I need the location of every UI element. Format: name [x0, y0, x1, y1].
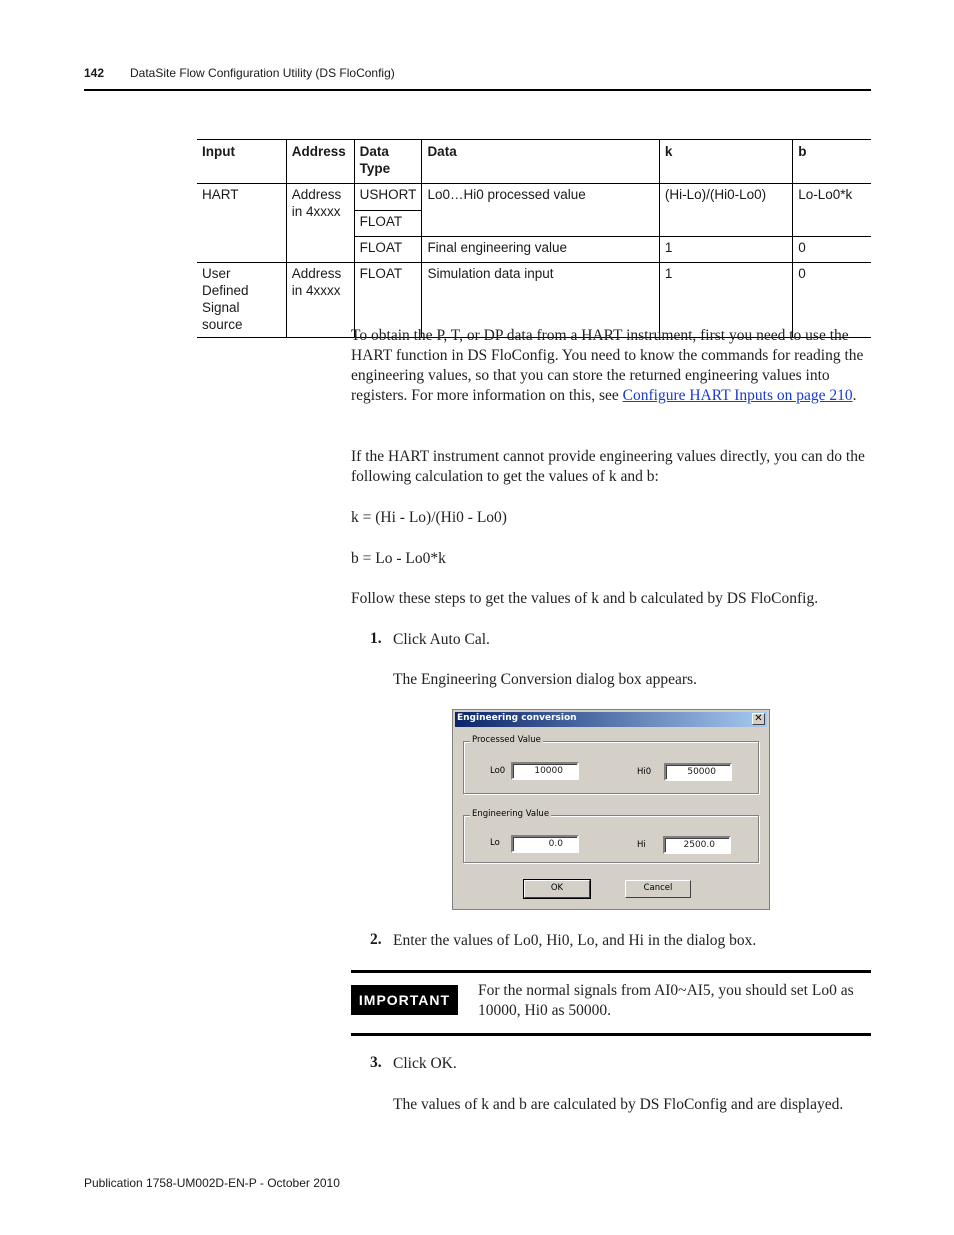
cell-address: Address in 4xxxx [286, 184, 354, 263]
cell-b: Lo-Lo0*k [793, 184, 871, 237]
col-header-input: Input [197, 140, 286, 184]
paragraph-hart-intro [351, 326, 873, 406]
dialog-title: Engineering conversion [457, 713, 577, 723]
running-title: DataSite Flow Configuration Utility (DS FloConfig) [130, 66, 395, 80]
close-icon[interactable]: ✕ [752, 713, 765, 725]
lo0-input[interactable]: 10000 [511, 762, 579, 780]
step-1-text: Click Auto Cal. [393, 631, 490, 648]
important-bottom-rule [351, 1033, 871, 1036]
cell-data: Lo0…Hi0 processed value [422, 184, 659, 237]
lo-input[interactable]: 0.0 [511, 835, 579, 853]
cell-k: 1 [659, 263, 792, 338]
formula-k: k = (Hi - Lo)/(Hi0 - Lo0) [351, 509, 507, 526]
cell-input: HART [197, 184, 286, 263]
cell-b: 0 [793, 263, 871, 338]
hi0-label: Hi0 [637, 767, 652, 777]
cell-k: 1 [659, 237, 792, 263]
important-top-rule [351, 970, 871, 973]
hi0-input[interactable]: 50000 [664, 763, 732, 781]
header-rule [84, 89, 871, 91]
cell-type: FLOAT [354, 211, 422, 237]
col-header-data: Data [422, 140, 659, 184]
important-badge: IMPORTANT [351, 985, 458, 1015]
paragraph-text: To obtain the P, T, or DP data from a HART instrument, first you need to use the HART function in DS FloConfig. You need to know the commands for reading the engineering values, so that you can store the returned engineering values into registers. For more information on this, see [351, 327, 864, 404]
cell-type: FLOAT [354, 237, 422, 263]
cancel-button[interactable]: Cancel [625, 880, 691, 898]
paragraph-follow-steps: Follow these steps to get the values of k and b calculated by DS FloConfig. [351, 590, 819, 607]
publication-footer: Publication 1758-UM002D-EN-P - October 2010 [84, 1176, 340, 1190]
table-header-row [197, 140, 871, 184]
step-1-result: The Engineering Conversion dialog box appears. [393, 671, 697, 688]
cell-address: Address in 4xxxx [286, 263, 354, 338]
step-3-text: Click OK. [393, 1055, 457, 1072]
hi-label: Hi [637, 840, 646, 850]
step-2-number: 2. [370, 931, 382, 948]
cell-type: USHORT [354, 184, 422, 211]
processed-value-group [463, 735, 759, 794]
col-header-data-type: Data Type [354, 140, 422, 184]
hi-input[interactable]: 2500.0 [663, 836, 731, 854]
dialog-titlebar [455, 712, 767, 727]
cell-b: 0 [793, 237, 871, 263]
table-row [197, 184, 871, 211]
cell-type: FLOAT [354, 263, 422, 338]
cell-input: User Defined Signal source [197, 263, 286, 338]
engineering-value-label: Engineering Value [472, 809, 550, 819]
paragraph-calculation: If the HART instrument cannot provide engineering values directly, you can do the following calculation to get the values of k and b: [351, 448, 865, 485]
cell-data: Simulation data input [422, 263, 659, 338]
ok-button[interactable]: OK [524, 880, 590, 898]
engineering-value-group [463, 809, 759, 863]
input-table [197, 139, 871, 338]
paragraph-end: . [852, 387, 857, 404]
cell-data: Final engineering value [422, 237, 659, 263]
col-header-k: k [659, 140, 792, 184]
processed-value-label: Processed Value [472, 735, 541, 745]
col-header-b: b [793, 140, 871, 184]
lo-label: Lo [490, 838, 500, 848]
configure-hart-link[interactable]: Configure HART Inputs on page 210 [622, 387, 853, 404]
important-text: For the normal signals from AI0~AI5, you should set Lo0 as 10000, Hi0 as 50000. [478, 982, 854, 1019]
step-3-result: The values of k and b are calculated by DS FloConfig and are displayed. [393, 1096, 844, 1113]
step-3-number: 3. [370, 1054, 382, 1071]
page-number: 142 [84, 66, 105, 80]
step-1-number: 1. [370, 630, 382, 647]
step-2-text: Enter the values of Lo0, Hi0, Lo, and Hi in the dialog box. [393, 932, 757, 949]
lo0-label: Lo0 [490, 766, 506, 776]
col-header-address: Address [286, 140, 354, 184]
cell-k: (Hi-Lo)/(Hi0-Lo0) [659, 184, 792, 237]
formula-b: b = Lo - Lo0*k [351, 550, 446, 567]
engineering-conversion-dialog [452, 709, 770, 910]
